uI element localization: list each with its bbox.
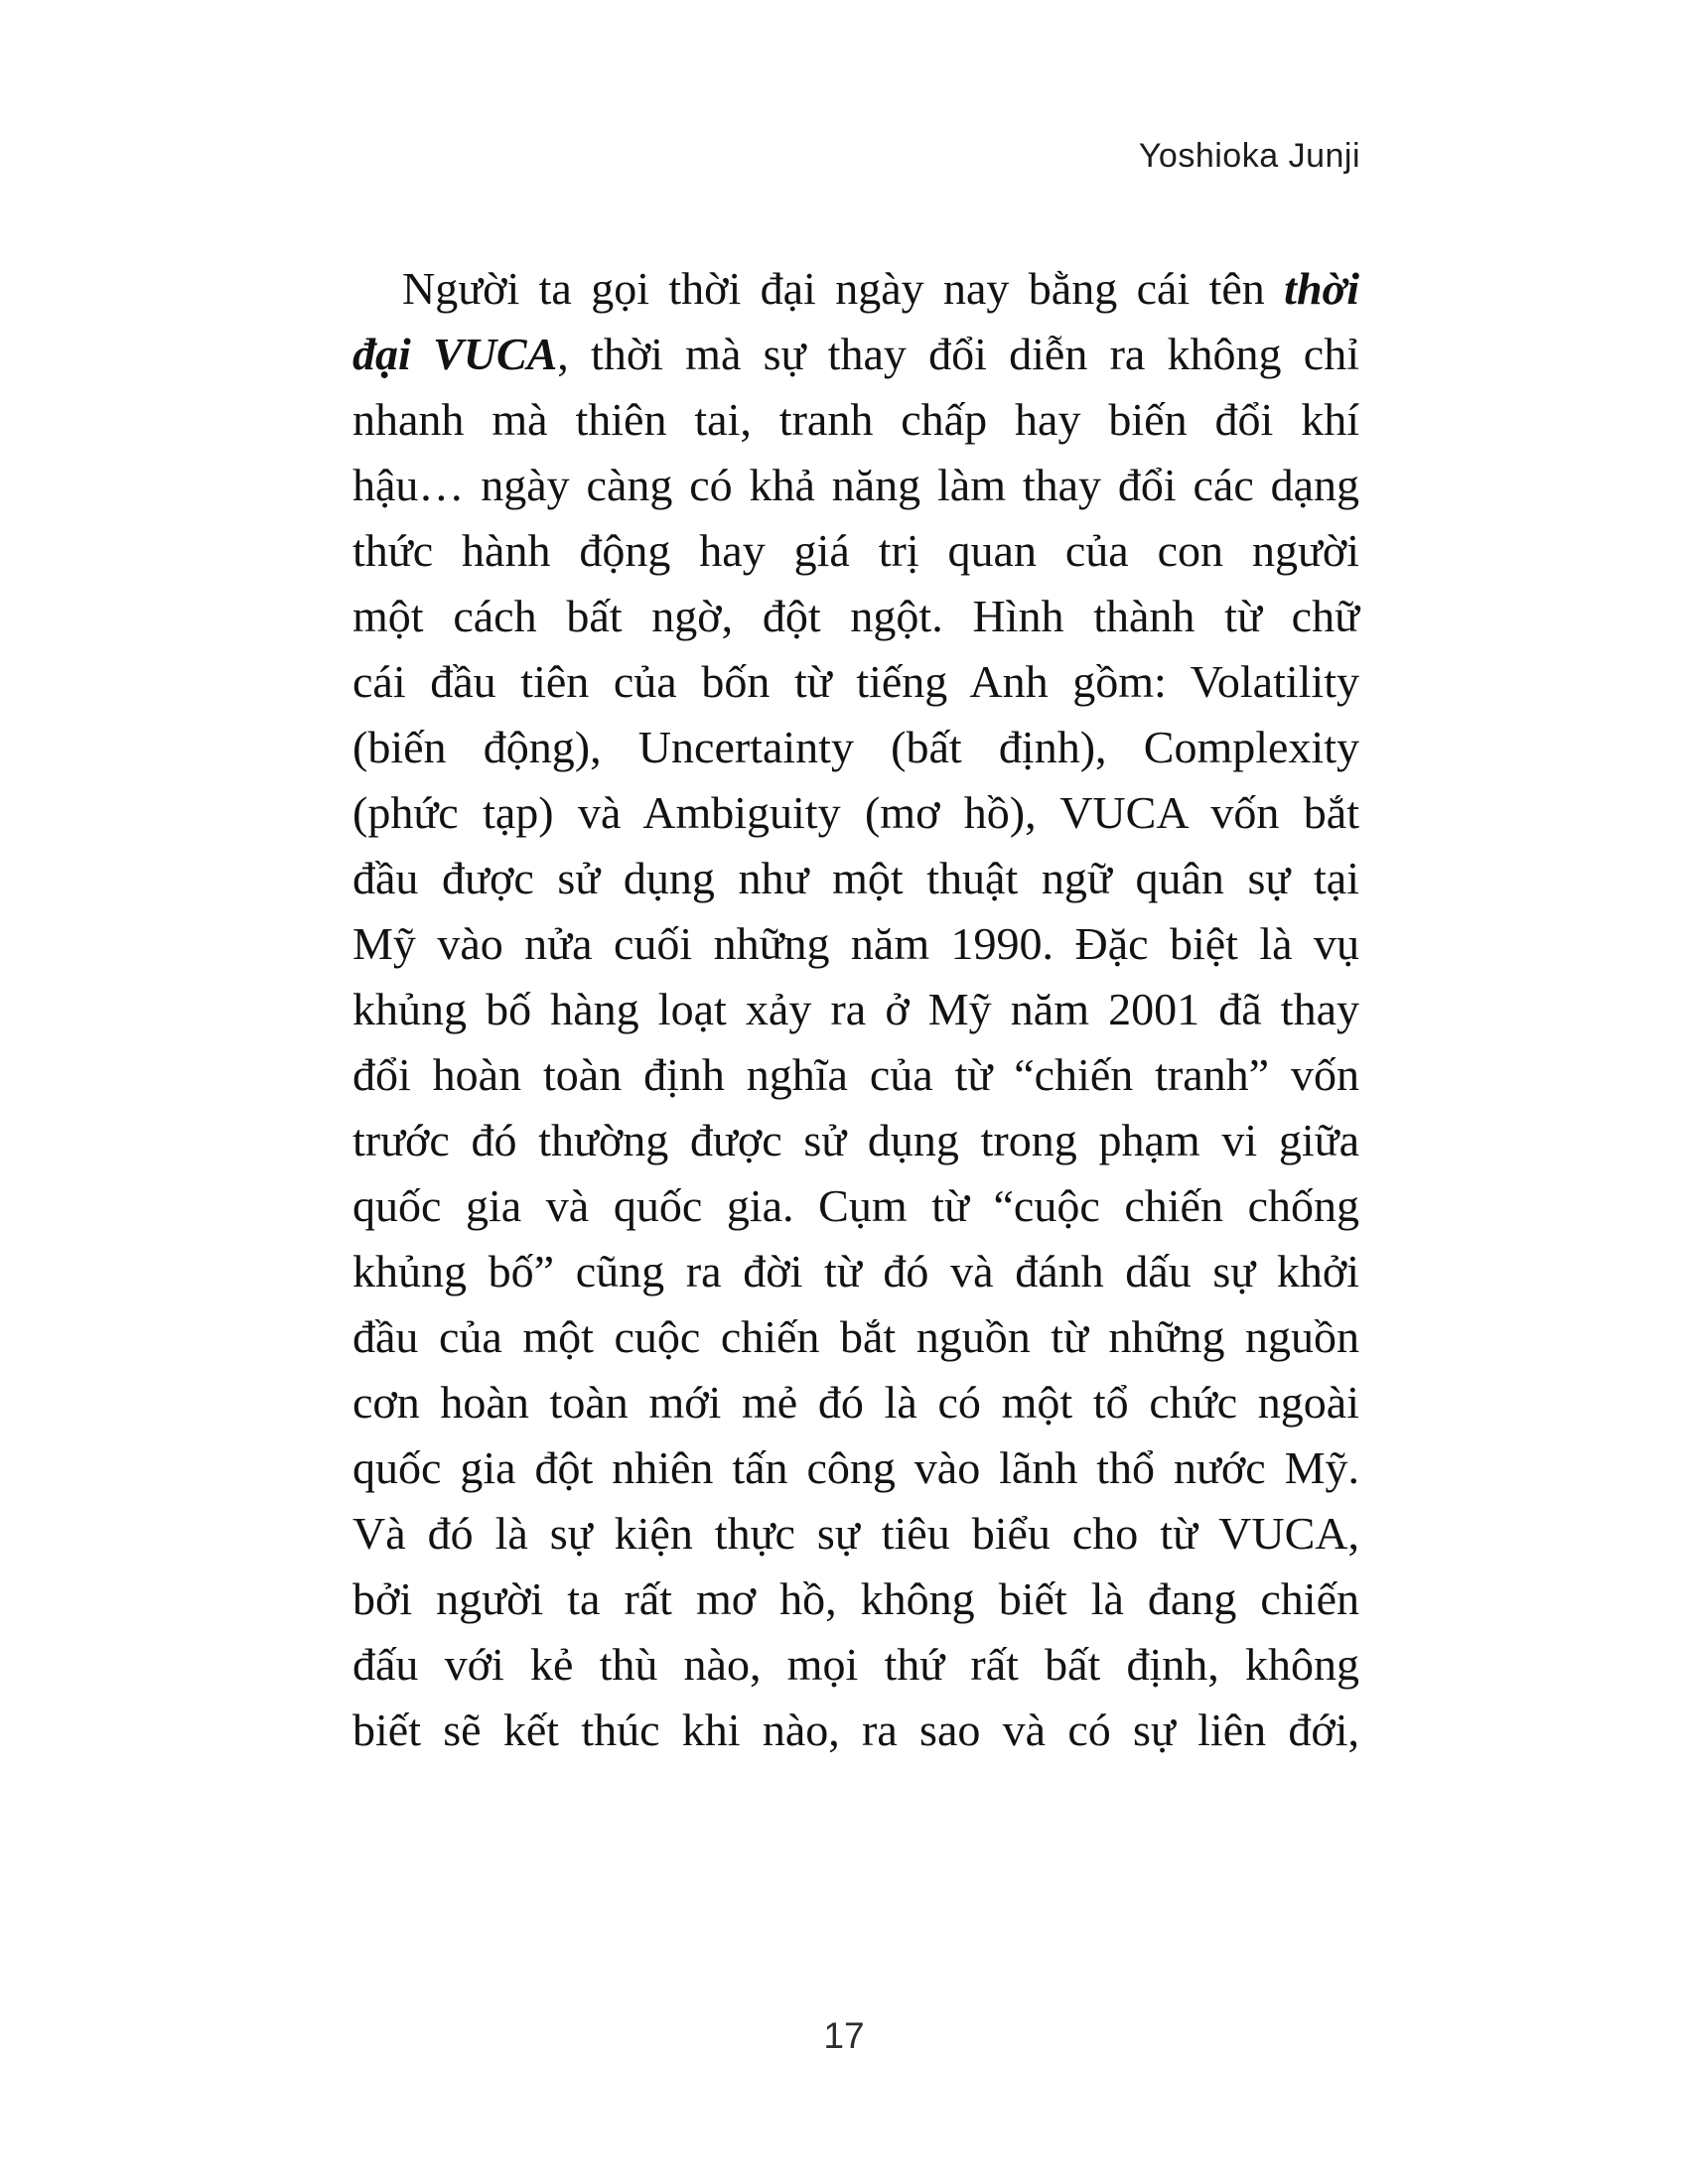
text-line bbox=[352, 780, 1359, 846]
text-line bbox=[352, 1173, 1359, 1239]
text-line bbox=[352, 256, 1359, 322]
text-line bbox=[352, 387, 1359, 453]
body-text-segment: biết sẽ kết thúc khi nào, ra sao và có sự liên đới, bbox=[352, 1705, 1359, 1755]
text-line bbox=[352, 584, 1359, 649]
body-text-segment: đầu được sử dụng như một thuật ngữ quân sự tại bbox=[352, 853, 1359, 903]
text-line bbox=[352, 715, 1359, 780]
text-line bbox=[352, 1632, 1359, 1698]
body-text-segment: trước đó thường được sử dụng trong phạm vi giữa bbox=[352, 1115, 1359, 1165]
text-line bbox=[352, 1370, 1359, 1435]
body-text-segment: đầu của một cuộc chiến bắt nguồn từ những nguồn bbox=[352, 1311, 1359, 1362]
running-header-author: Yoshioka Junji bbox=[1138, 137, 1360, 175]
body-text-segment: nhanh mà thiên tai, tranh chấp hay biến đổi khí bbox=[352, 394, 1359, 445]
text-line bbox=[352, 1501, 1359, 1567]
body-text-segment: Và đó là sự kiện thực sự tiêu biểu cho từ VUCA, bbox=[352, 1508, 1359, 1559]
text-line bbox=[352, 649, 1359, 715]
text-line bbox=[352, 322, 1359, 387]
body-text-segment: đấu với kẻ thù nào, mọi thứ rất bất định, không bbox=[352, 1639, 1359, 1690]
text-line bbox=[352, 911, 1359, 977]
body-text-segment: khủng bố hàng loạt xảy ra ở Mỹ năm 2001 đã thay bbox=[352, 984, 1359, 1034]
page-number: 17 bbox=[823, 2015, 865, 2056]
text-line bbox=[352, 1108, 1359, 1173]
emphasized-phrase: thời bbox=[1284, 263, 1359, 314]
text-line bbox=[352, 1239, 1359, 1304]
text-line bbox=[352, 1304, 1359, 1370]
body-text-segment: (biến động), Uncertainty (bất định), Complexity bbox=[352, 722, 1359, 772]
body-text-segment: khủng bố” cũng ra đời từ đó và đánh dấu sự khởi bbox=[352, 1246, 1359, 1297]
text-line bbox=[352, 1042, 1359, 1108]
body-text-segment: bởi người ta rất mơ hồ, không biết là đang chiến bbox=[352, 1573, 1359, 1624]
paragraph bbox=[352, 256, 1359, 1763]
body-text-segment: (phức tạp) và Ambiguity (mơ hồ), VUCA vốn bắt bbox=[352, 787, 1359, 838]
body-text-segment: Người ta gọi thời đại ngày nay bằng cái tên bbox=[402, 263, 1285, 314]
text-line bbox=[352, 453, 1359, 518]
text-line bbox=[352, 1567, 1359, 1632]
body-text-segment: cơn hoàn toàn mới mẻ đó là có một tổ chức ngoài bbox=[352, 1377, 1359, 1428]
emphasized-phrase: đại VUCA bbox=[352, 329, 558, 379]
body-text-segment: quốc gia và quốc gia. Cụm từ “cuộc chiến chống bbox=[352, 1180, 1359, 1231]
body-text-segment: , thời mà sự thay đổi diễn ra không chỉ bbox=[557, 329, 1359, 379]
body-text-segment: cái đầu tiên của bốn từ tiếng Anh gồm: Volatility bbox=[352, 656, 1359, 707]
text-line bbox=[352, 846, 1359, 911]
body-text-segment: thức hành động hay giá trị quan của con người bbox=[352, 525, 1359, 576]
body-text-segment: Mỹ vào nửa cuối những năm 1990. Đặc biệt là vụ bbox=[352, 918, 1359, 969]
body-text-segment: quốc gia đột nhiên tấn công vào lãnh thổ nước Mỹ. bbox=[352, 1442, 1359, 1493]
body-text-segment: đổi hoàn toàn định nghĩa của từ “chiến tranh” vốn bbox=[352, 1049, 1359, 1100]
body-text-segment: hậu… ngày càng có khả năng làm thay đổi các dạng bbox=[352, 460, 1359, 510]
text-line bbox=[352, 1435, 1359, 1501]
text-line bbox=[352, 1698, 1359, 1763]
body-text-segment: một cách bất ngờ, đột ngột. Hình thành từ chữ bbox=[352, 591, 1359, 641]
text-line bbox=[352, 518, 1359, 584]
text-line bbox=[352, 977, 1359, 1042]
